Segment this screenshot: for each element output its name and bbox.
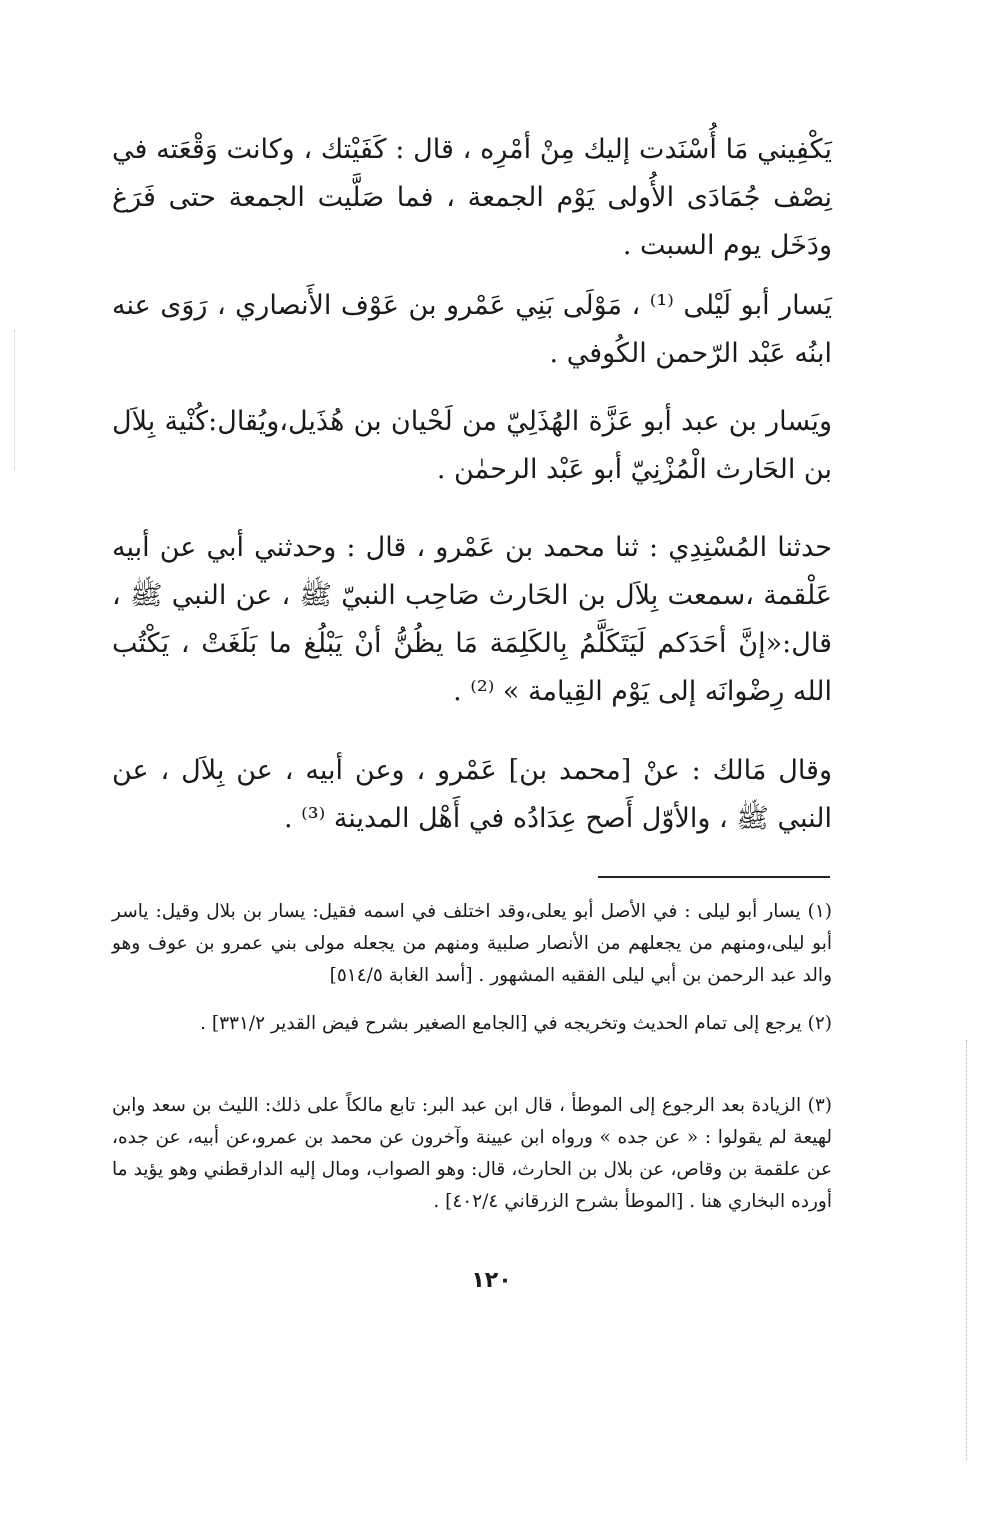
footnote-separator [598,876,830,878]
paragraph-text: يَكْفِيني مَا أُسْنَدت إليك مِنْ أمْرِه ، قال : كَفَيْتك ، وكانت وَقْعَته في نِصْف جُمَادَى الأُولى يَوْم الجمعة ، فما صَلَّيت الجمعة حتى فَرَغ ودَخَل يوم السبت . [112,134,832,261]
main-paragraph-5 [112,747,832,843]
scan-edge-mark [966,1040,967,1460]
footnote-1 [112,896,832,992]
paragraph-text: ويَسار بن عبد أبو عَزَّة الهُذَلِيّ من لَحْيان بن هُذَيل،ويُقال:كُنْية بِلاَل بن الحَارث الْمُزْنِيّ أبو عَبْد الرحمٰن . [112,406,832,485]
main-paragraph-2 [112,282,832,378]
paragraph-text: حدثنا المُسْنِدِي : ثنا محمد بن عَمْرو ، قال : وحدثني أبي عن أبيه عَلْقمة ،سمعت بِلاَل بن الحَارث صَاحِب النبيّ ﷺ ، عن النبي ﷺ ، قال:«إنَّ أحَدَكم لَيَتَكَلَّمُ بِالكَلِمَة مَا يظُنُّ أنْ يَبْلُغ ما بَلَغَتْ ، يَكْتُب الله رِضْوانَه إلى يَوْم القِيامة » ⁽²⁾ . [112,532,832,707]
footnote-text: (١) يسار أبو ليلى : في الأصل أبو يعلى،وقد اختلف في اسمه فقيل: يسار بن بلال وقيل: ياسر أبو ليلى،ومنهم من يجعلهم من الأنصار صلبية ومنهم من يجعله مولى بني عمرو بن عوف وهو والد عبد الرحمن بن أبي ليلى الفقيه المشهور . [أسد الغابة ٥١٤/٥] [112,901,832,986]
main-paragraph-3 [112,398,832,494]
paragraph-text: يَسار أبو لَيْلى ⁽¹⁾ ، مَوْلَى بَنِي عَمْرو بن عَوْف الأَنصاري ، رَوَى عنه ابنُه عَبْد الرّحمن الكُوفي . [112,290,832,369]
footnote-text: (٣) الزيادة بعد الرجوع إلى الموطأ ، قال ابن عبد البر: تابع مالكاً على ذلك: الليث بن سعد وابن لهيعة لم يقولوا : « عن جده » ورواه ابن عيينة وآخرون عن محمد بن عمرو،عن أبيه، عن جده، عن علقمة بن وقاص، عن بلال بن الحارث، قال: وهو الصواب، ومال إليه الدارقطني وهو يؤيد ما أورده البخاري هنا . [الموطأ بشرح الزرقاني ٤٠٢/٤] . [112,1095,832,1212]
scan-edge-mark-left [14,330,15,470]
page-number: ١٢٠ [471,1268,512,1293]
main-paragraph-1 [112,126,832,270]
main-paragraph-4 [112,524,832,716]
footnote-2 [112,1008,832,1040]
footnote-3 [112,1090,832,1218]
footnote-text: (٢) يرجع إلى تمام الحديث وتخريجه في [الجامع الصغير بشرح فيض القدير ٣٣١/٢] . [200,1013,832,1034]
paragraph-text: وقال مَالك : عنْ [محمد بن] عَمْرو ، وعن أبيه ، عن بِلاَل ، عن النبي ﷺ ، والأوّل أَصح عِدَادُه في أَهْل المدينة ⁽³⁾ . [112,755,832,834]
